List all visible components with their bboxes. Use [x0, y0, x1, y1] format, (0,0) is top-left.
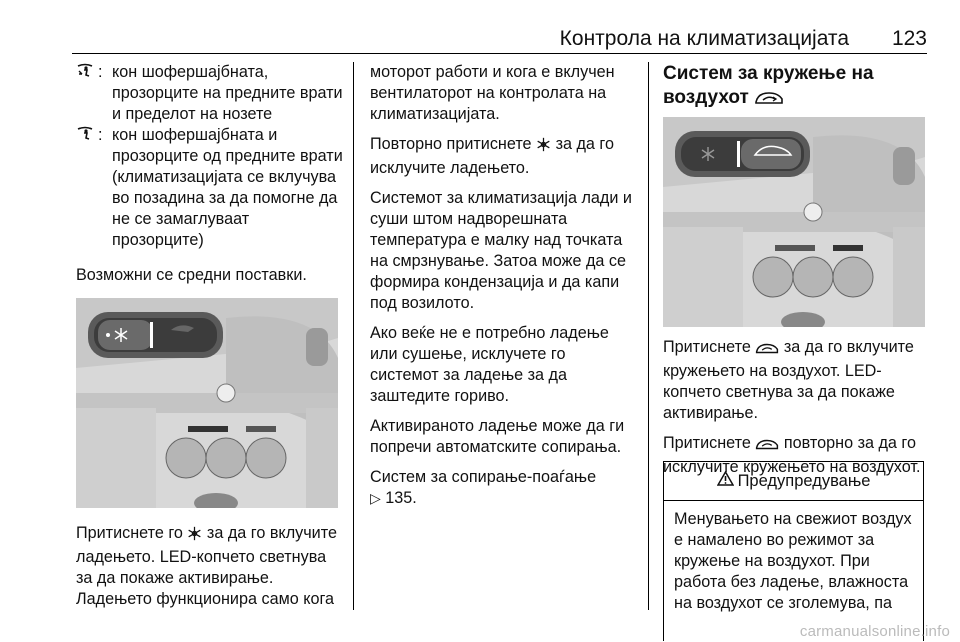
- page-number: 123: [891, 27, 927, 50]
- definition-windscreen-footwell: [76, 62, 344, 125]
- column-divider: [648, 62, 649, 610]
- column-1-lower: [76, 523, 344, 610]
- colon: :: [98, 126, 103, 144]
- paragraph: моторот работи и кога е вклучен вентилаторот на контролата на климатизацијата.: [370, 63, 615, 123]
- header-rule: [72, 53, 927, 54]
- definition-text: кон шофершајбната и прозорците од предните врати (климатизацијата се вклучува во позадина за да помогне да не се замаглуваат прозорците): [112, 126, 343, 249]
- column-3: [663, 62, 925, 121]
- colon: :: [98, 63, 103, 81]
- definition-windscreen: [76, 125, 344, 251]
- page-title: Контрола на климатизацијата: [559, 27, 849, 50]
- snowflake-icon: [536, 137, 551, 158]
- paragraph-stop-start: Систем за сопирање-поаѓање: [370, 468, 597, 486]
- definition-text: кон шофершајбната, прозорците на предните врати и пределот на нозете: [112, 63, 343, 123]
- paragraph: Возможни се средни поставки.: [76, 266, 307, 284]
- column-1: [76, 62, 344, 330]
- windscreen-air-icon: [76, 125, 98, 251]
- column-2: [370, 62, 638, 518]
- windscreen-footwell-air-icon: [76, 62, 98, 125]
- warning-title: Предупредување: [737, 471, 871, 490]
- recirculation-icon: [755, 436, 779, 457]
- page-reference[interactable]: ▷ 135.: [370, 489, 417, 507]
- photo-recirculation-button: [663, 117, 925, 327]
- recirculation-icon: [754, 89, 784, 113]
- paragraph: Ако веќе не е потребно ладење или сушење, исклучете го системот за ладење за да заштедите гориво.: [370, 324, 609, 405]
- paragraph-recirculation-on: Притиснете за да го вклучите кружењето на воздухот. LED-копчето светнува за да покаже активирање.: [663, 338, 914, 422]
- column-divider: [353, 62, 354, 610]
- paragraph: Активираното ладење може да ги попречи автоматските сопирања.: [370, 417, 625, 456]
- warning-box: [663, 461, 924, 641]
- paragraph-cooling-off: Повторно притиснете за да го исклучите ладењето.: [370, 135, 614, 177]
- paragraph-cooling-cont: Ладењето функционира само кога: [76, 590, 335, 608]
- warning-text: Менувањето на свежиот воздух е намалено во режимот за кружење на воздухот. При работа без ладење, влажноста на воздухот се зголемува, па: [674, 510, 912, 612]
- paragraph-cooling-press: Притиснете го за да го вклучите ладењето. LED-копчето светнува за да покаже активирање.: [76, 524, 337, 587]
- page-header: [72, 0, 927, 54]
- paragraph: Системот за климатизација лади и суши штом надворешната температура е малку над точката на смрзнување. Затоа може да се формира кондензација и да капи под возилото.: [370, 189, 632, 312]
- warning-triangle-icon: [717, 471, 734, 491]
- warning-header: [664, 462, 923, 501]
- recirculation-icon: [755, 340, 779, 361]
- section-heading-recirculation: Систем за кружење на воздухот: [663, 62, 925, 113]
- paragraph-recirculation-off: Притиснете повторно за да го исклучите кружењето на воздухот.: [663, 434, 921, 476]
- photo-cooling-button: [76, 298, 338, 508]
- watermark: carmanualsonline.info: [799, 623, 950, 640]
- snowflake-icon: [187, 526, 202, 547]
- arrow-reference-icon: ▷: [370, 490, 381, 506]
